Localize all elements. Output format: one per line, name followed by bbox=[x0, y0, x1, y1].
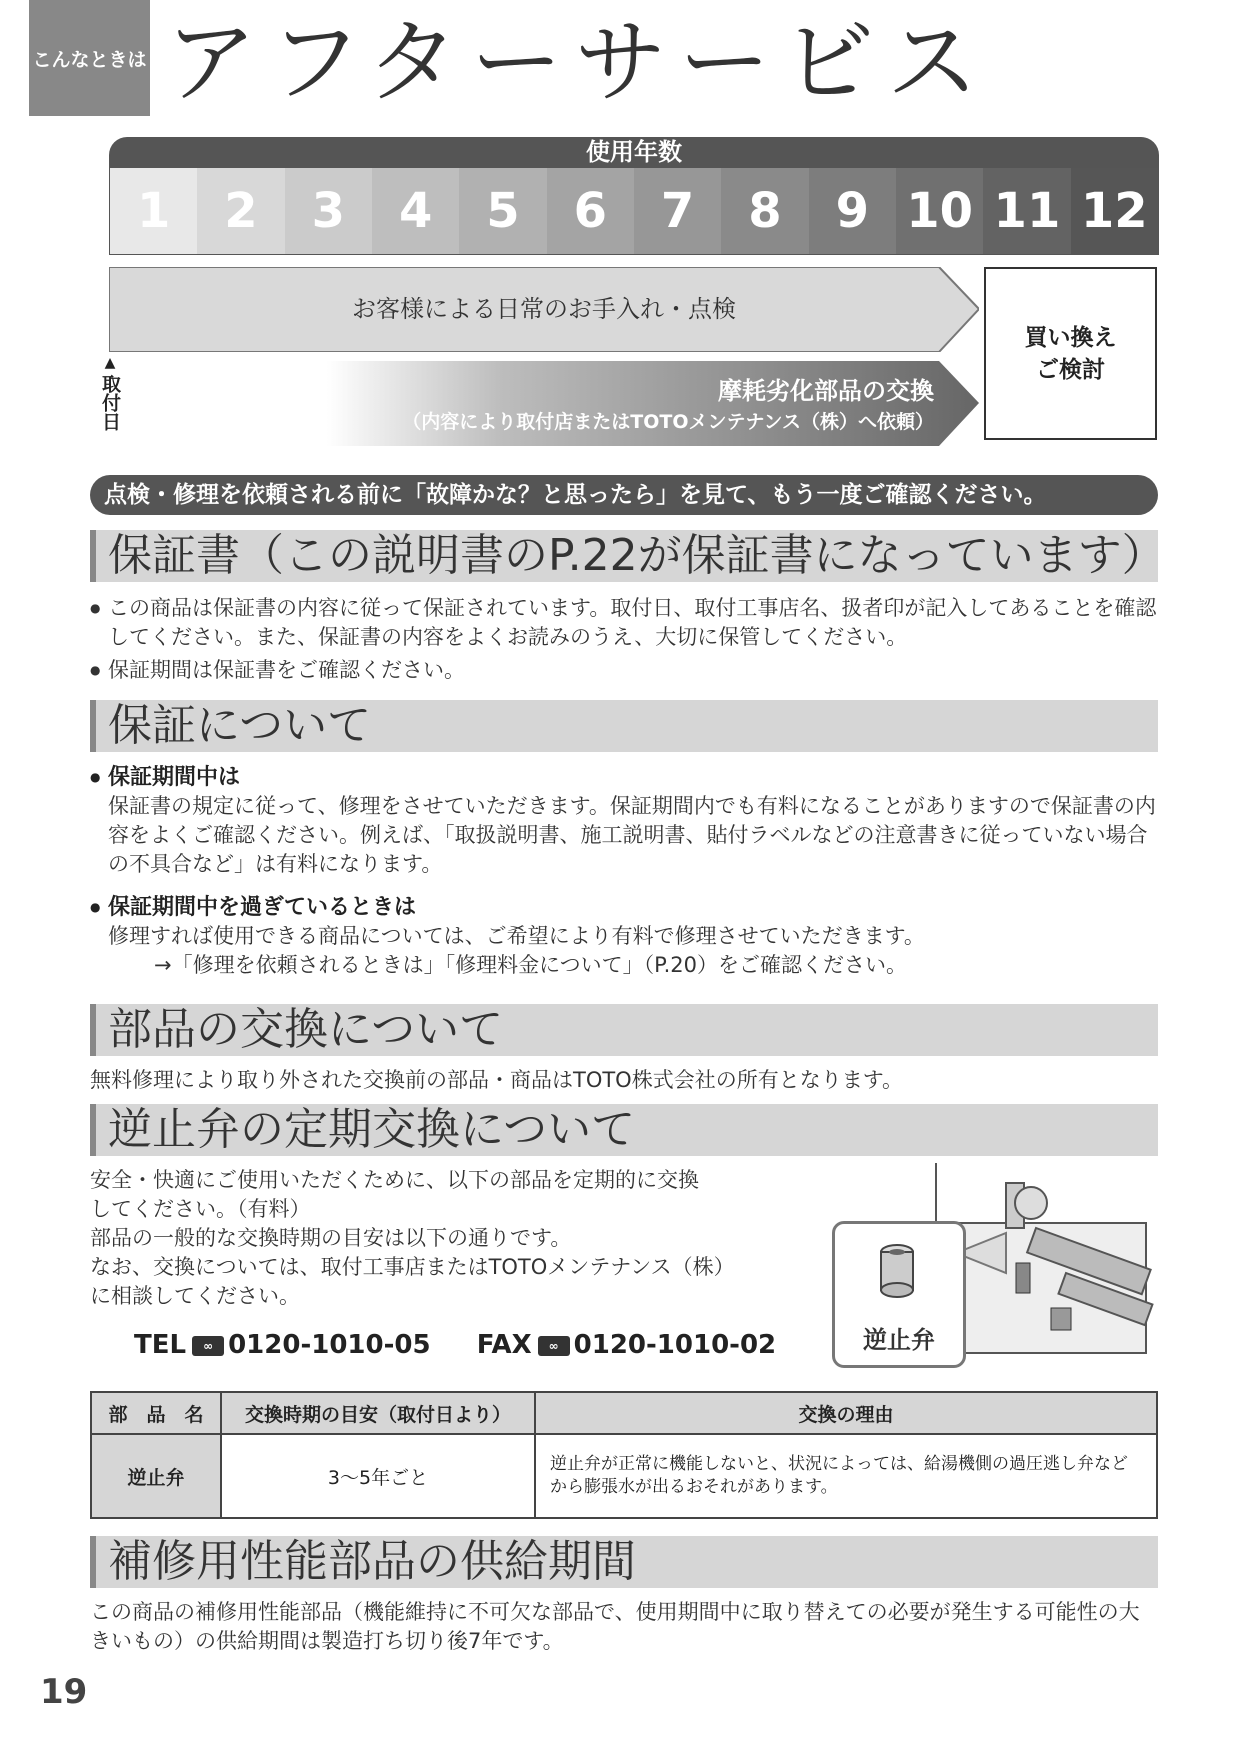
warranty-doc-bullet2: ● 保証期間は保証書をご確認ください。 bbox=[90, 656, 1158, 685]
table-header-reason: 交換の理由 bbox=[535, 1392, 1157, 1434]
replacement-line1: 買い換え bbox=[1024, 324, 1117, 351]
year-cell: 6 bbox=[547, 168, 634, 254]
table-header-period: 交換時期の目安（取付日より） bbox=[221, 1392, 535, 1434]
install-date-label bbox=[99, 352, 121, 431]
tel-number[interactable]: 0120-1010-05 bbox=[228, 1330, 431, 1360]
supply-body: この商品の補修用性能部品（機能維持に不可欠な部品で、使用期間中に取り替えての必要が発生する可能性の大きいもの）の供給期間は製造打ち切り後7年です。 bbox=[90, 1600, 1140, 1653]
year-cell: 1 bbox=[110, 168, 197, 254]
notice-banner: 点検・修理を依頼される前に「故障かな？と思ったら」を見て、もう一度ご確認ください。 bbox=[90, 475, 1158, 515]
check-valve-line2: してください。（有料） bbox=[90, 1197, 311, 1221]
check-valve-icon bbox=[835, 1232, 963, 1322]
check-valve-line1: 安全・快適にご使用いただくために、以下の部品を定期的に交換 bbox=[90, 1168, 699, 1192]
check-valve-heading: 逆止弁の定期交換について bbox=[90, 1104, 1158, 1156]
replacement-box bbox=[984, 267, 1157, 440]
years-row bbox=[109, 168, 1159, 255]
table-cell-part: 逆止弁 bbox=[91, 1434, 221, 1518]
warranty-doc-bullet1: ● この商品は保証書の内容に従って保証されています。取付日、取付工事店名、扱者印が記入してあることを確認してください。また、保証書の内容をよくお読みのうえ、大切に保管してください。 bbox=[90, 594, 1158, 652]
warranty-body1: 保証書の規定に従って、修理をさせていただきます。保証期間内でも有料になることがありますので保証書の内容をよくご確認ください。例えば、「取扱説明書、施工説明書、貼付ラベルなどの注意書きに従っていない場合の不具合など」は有料になります。 bbox=[108, 794, 1156, 876]
fax-number: 0120-1010-02 bbox=[573, 1330, 777, 1360]
free-dial-icon: ∞ bbox=[192, 1336, 224, 1356]
replacement-table bbox=[90, 1391, 1158, 1519]
warranty-body2: 修理すれば使用できる商品については、ご希望により有料で修理させていただきます。 bbox=[108, 924, 925, 948]
warranty-heading: 保証について bbox=[90, 700, 1158, 752]
table-cell-period: 3〜5年ごと bbox=[221, 1434, 535, 1518]
year-cell: 10 bbox=[896, 168, 983, 254]
year-cell: 2 bbox=[197, 168, 284, 254]
year-cell: 7 bbox=[634, 168, 721, 254]
warranty-sub1: ● 保証期間中は bbox=[90, 763, 1158, 792]
daily-care-arrow bbox=[109, 267, 979, 352]
year-cell: 9 bbox=[809, 168, 896, 254]
year-cell: 11 bbox=[983, 168, 1070, 254]
year-cell: 12 bbox=[1071, 168, 1158, 254]
table-cell-reason: 逆止弁が正常に機能しないと、状況によっては、給湯機側の過圧逃し弁などから膨張水が出るおそれがあります。 bbox=[535, 1434, 1157, 1518]
warranty-doc-heading: 保証書（この説明書のP.22が保証書になっています） bbox=[90, 530, 1158, 582]
warranty-sub2: ● 保証期間中を過ぎているときは bbox=[90, 893, 1158, 922]
parts-exchange-body: 無料修理により取り外された交換前の部品・商品はTOTO株式会社の所有となります。 bbox=[90, 1068, 904, 1092]
check-valve-callout bbox=[832, 1221, 966, 1368]
year-cell: 5 bbox=[459, 168, 546, 254]
parts-replacement-note: （内容により取付店またはTOTOメンテナンス（株）へ依頼） bbox=[402, 411, 934, 433]
years-chart bbox=[109, 137, 1159, 255]
section-tag: こんなときは bbox=[29, 0, 150, 116]
page-number: 19 bbox=[40, 1672, 88, 1712]
supply-heading: 補修用性能部品の供給期間 bbox=[90, 1536, 1158, 1588]
check-valve-line5: に相談してください。 bbox=[90, 1284, 300, 1308]
triangle-up-icon: ▲ bbox=[104, 355, 116, 371]
check-valve-line3: 部品の一般的な交換時期の目安は以下の通りです。 bbox=[90, 1226, 572, 1250]
replacement-line2: ご検討 bbox=[1036, 356, 1105, 383]
year-cell: 4 bbox=[372, 168, 459, 254]
year-cell: 3 bbox=[285, 168, 372, 254]
table-row bbox=[91, 1434, 1157, 1518]
free-dial-icon: ∞ bbox=[538, 1336, 570, 1356]
fax-label: FAX bbox=[476, 1330, 532, 1360]
parts-exchange-heading: 部品の交換について bbox=[90, 1004, 1158, 1056]
page-title: アフターサービス bbox=[165, 9, 991, 116]
daily-care-label: お客様による日常のお手入れ・点検 bbox=[352, 295, 736, 323]
install-date-text: 取付日 bbox=[99, 374, 121, 431]
contact-numbers bbox=[134, 1330, 776, 1360]
parts-replacement-arrow bbox=[109, 361, 979, 446]
check-valve-line4: なお、交換については、取付工事店またはTOTOメンテナンス（株） bbox=[90, 1255, 735, 1279]
year-cell: 8 bbox=[721, 168, 808, 254]
check-valve-label: 逆止弁 bbox=[863, 1326, 935, 1354]
table-header-part: 部 品 名 bbox=[91, 1392, 221, 1434]
tel-label: TEL bbox=[134, 1330, 187, 1360]
parts-replacement-label: 摩耗劣化部品の交換 bbox=[718, 377, 934, 405]
warranty-ref: →「修理を依頼されるときは」「修理料金について」（P.20）をご確認ください。 bbox=[154, 953, 907, 977]
years-heading: 使用年数 bbox=[109, 137, 1159, 168]
